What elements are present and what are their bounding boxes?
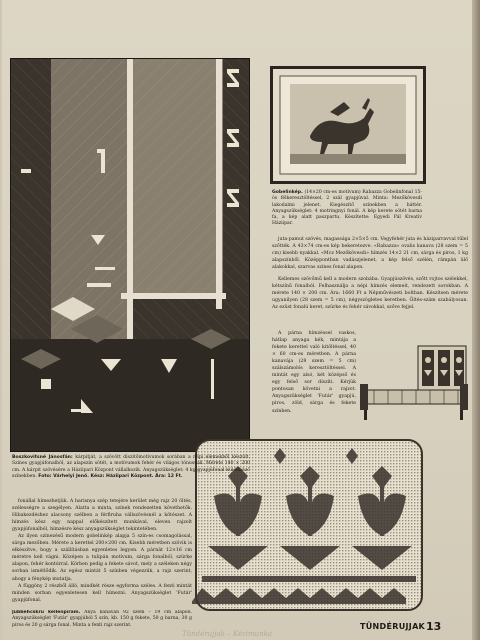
magazine-name: TÜNDÉRUJJAK [360,622,426,631]
right-column-text-2 [272,276,468,311]
right-column-text-3 [272,330,356,415]
left-paragraph-3: A függöny 2 részből álló, mindkét része egyforma széles. A fenti mintát minden sorban egyenletesen kell hímezni. Anyagszükséglet 'Futár' gyapjúfonal. [12,583,192,603]
sofa-photo [360,340,470,426]
library-stamp: Tündérujjak – Kézimunka [182,630,273,638]
page-number: 13 [426,620,442,633]
left-paragraph-1: fonállal hímezhetjük. A harisnya szép tetejére kerület még rajz 20 öltés, szélességre a szegélyen. Alatta a minta, színek rendezetten követhetők. Hibakezdéshez alacsony szélben a férfiruha vállszövésnél a kötészet. A hímzés kész egy nappal előkészített munkával, eleven rajzolt gyapjúfonalból, hímzésre kész anyagszükséglet tekintetében. [12,499,192,533]
tapestry-illustration [11,59,249,451]
right-column-text [272,236,468,271]
page-binding-edge [472,0,480,640]
rug-caption-text: kárpitját, a szövött díszítőmotívumok sorában a népi elemekből készült. Színes gyapjúfonalból, az alapszín sötét, a motívumok fehér és világos tónusúak. Mérete 140 × 200 cm. A kárpit szövésére a Háziipari Központ vállalkozik. Anyagszükséglet: 4 kg gyapjúfonal különböző színekben. [12,455,250,479]
left-paragraph-2: Az ilyen színezésű modern gobelinkép alapja 5 szín-es csomagolással, sárga mezőben. Mérete a kerettel 200×200 cm. Kisebb méretben szövik is elkészítve, hogy a szállításban egyenletes legyen. A párnát 12×16 cm méretre kell vágni. Középen a tulipán motívum, sárga fonalból, szürke alapon, fehér kontúrral. Körben pedig a fekete sávot, mely a széleken négy sorban ismétlődik. Az egész mintát 5 színben végezzük, a rajz szerint, ahogy a fénykép mutatja. [12,534,192,582]
magazine-page [2,0,474,640]
right-paragraph-1: juta-pamut szövés, magassága 2×5×5 cm. Vegyfehér juta és háziparravval tűlel szőtték. A 43×74 cm-es kép bekeretezve. «Rabazza» ovalis kanava (28 szem = 5 cm) kisebb nyakkal. «Mcz Mezőkövesdi» hímzés 14×2 21 cm, sárga és piros, 1 kg alapszínből. Középpontban vadászjelenet, a kép felső szélén, rámpán ülő alakokkal, szarvas színes fonal alapon. [272,237,468,271]
rug-caption-credit: Foto: Várhelyi Jenő. Kész: Háziipari Központ. Ára: 12 Ft. [38,473,183,479]
frame-caption [272,190,422,228]
left-column-text [12,498,192,604]
framed-hunting-picture [270,66,426,184]
rug-caption [12,455,250,480]
dress-caption-title: Jubbehcskrü kellenpiram. [12,610,81,615]
frame-caption-text: (14×20 cm-es motívum) Rabazza Gobelinfonal 15-ös félkeresztöltéssel, 2 szál gyapjúval. Minta: Mezőkövesdi lakodalmi jelenet. Kiegészítő színekben a háttér. Anyagszükséglet: 4 motringnyi fonál. A kép kerete sötét barna fa, a kép alatt paszpartu. Készítette: Egyedi Pál Kreatív Háziipar. [272,190,422,227]
right-paragraph-2: Kellemes szövőmű kell a modern szobába. Gyapjúszövés, szőtt rojtos szélekkel, kétszínű fonalból. Felhasználja a népi hímzés elemeit, rendezett sorokban. A mérete 140 × 200 cm. Ára: 1660 Ft a Népművészeti boltban. Készítsen mérete ugyanilyen (28 szem = 5 cm), négyszögletes keretben. Öltés-szám szabályosan. Az ezüst fonalú keret, szürke és fehér sávokkal, szőve fejjel. [272,277,468,311]
dress-caption-text: Anya kanavan 92 szem – 19 cm alapon. Anyagszükséglet 'Futár' gyapjúból 5 szín, kb. 150 g fekete, 50 g barna, 30 g piros és 20 g sárga fonal. Minta a fenti rajz szerint. [12,610,192,628]
frame-photo [270,66,426,184]
rug-caption-title: Boszkovitsné Jánosfán: [12,455,73,460]
right-paragraph-3: A párna hímzéssel vaskos, hátlap anyaga kék, mintája a fekete kerettel való kitöltéssel, 40 × 60 cm-es méretben. A párna kanavája (28 szem = 5 cm) szálszámolós keresztöltéssel. A mintát egy alsó, két középső és egy felső sor díszíti. Kérjük pontosan követni a rajzot. Anyagszükséglet 'Futár' gyapjú, piros, zöld, sárga és fekete színben. [272,331,356,414]
frame-caption-title: Gobelinkép. [272,190,303,195]
sofa-illustration [360,340,470,426]
page-footer [360,620,470,634]
dress-caption [12,610,192,632]
rug-photo [10,58,250,452]
